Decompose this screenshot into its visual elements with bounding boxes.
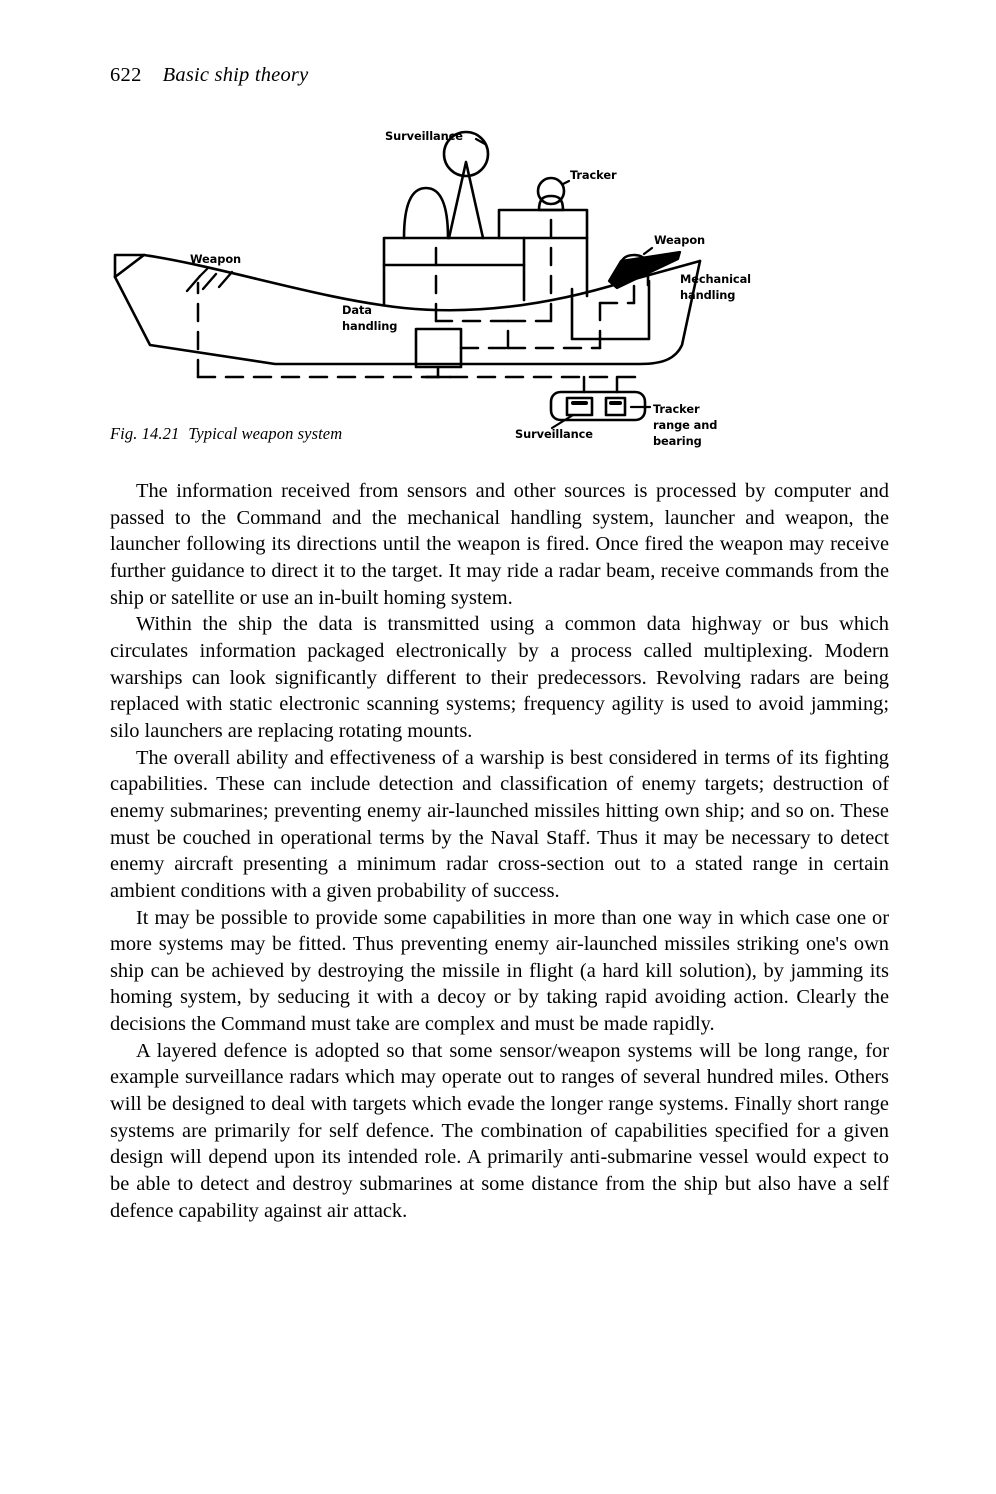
label-surveillance-radar: Surveillance: [385, 129, 463, 143]
paragraph: Within the ship the data is transmitted using a common data highway or bus which circulates information packaged electronically by a process called multiplexing. Modern warships can look significantly different to their predecessors. Revolving radars are being replaced with static electronic scanning systems; frequency agility is used to avoid jamming; silo launchers are replacing rotating mounts.: [110, 613, 889, 742]
label-mechanical-handling-line2: handling: [680, 288, 736, 302]
label-tracker-radar: Tracker: [570, 168, 617, 182]
deckhouse-lower-outline: [384, 238, 524, 304]
figure-caption-number: Fig. 14.21: [110, 424, 180, 443]
paragraph: A layered defence is adopted so that some sensor/weapon systems will be long range, for example surveillance radars which may operate out to ranges of several hundred miles. Others will be designed to deal with targets which evade the longer range systems. Finally short range systems are primarily for self defence. The combination of capabilities specified for a given design will depend upon its intended role. A primarily anti-submarine vessel would expect to be able to detect and destroy submarines at some distance from the ship but also have a self defence capability against air attack.: [110, 1039, 889, 1222]
label-mechanical-handling-line1: Mechanical: [680, 272, 751, 286]
paragraph: It may be possible to provide some capabilities in more than one way in which case one or more systems may be fitted. Thus preventing enemy air-launched missiles striking one's own ship can be achieved by destroying the missile in flight (a hard kill solution), by jamming its homing system, by seducing it with a decoy or by taking rapid avoiding action. Clearly the decisions the Command must take are complex and must be made rapidly.: [110, 906, 889, 1036]
hull-transom: [115, 255, 144, 277]
paragraph: The overall ability and effectiveness of a warship is best considered in terms of its fighting capabilities. These can include detection and classification of enemy targets; destruction of enemy submarines; preventing enemy air-launched missiles hitting own ship; and so on. These must be couched in operational terms by the Naval Staff. Thus it may be necessary to detect enemy aircraft presenting a minimum radar cross-section out to a stated range in certain ambient conditions with a given probability of success.: [110, 746, 889, 902]
figure-caption: [110, 424, 342, 444]
tracker-sonar-transducer: [606, 398, 625, 415]
surveillance-sonar-transducer: [567, 398, 592, 415]
running-title: Basic ship theory: [162, 64, 309, 86]
paragraph: The information received from sensors and other sources is processed by computer and passed to the Command and the mechanical handling system, launcher and weapon, the launcher following its directions until the weapon is fired. Once fired the weapon may receive further guidance to direct it to the target. It may ride a radar beam, receive commands from the ship or satellite or use an in-built homing system.: [110, 480, 889, 609]
figure-caption-title: Typical weapon system: [188, 424, 343, 443]
label-data-handling-line2: handling: [342, 319, 398, 333]
label-surveillance-sonar: Surveillance: [515, 427, 593, 441]
label-weapon-aft: Weapon: [190, 252, 242, 266]
mechanical-handling-compartment: [572, 281, 649, 339]
body-text: [110, 478, 889, 1224]
data-handling-unit: [416, 329, 461, 367]
label-data-handling-line1: Data: [342, 303, 372, 317]
funnel: [404, 188, 448, 238]
deckhouse-upper-outline: [499, 210, 587, 296]
running-head: [110, 62, 890, 88]
aft-weapon-tubes: [187, 272, 232, 291]
label-tracker-sonar-line2: range and: [653, 418, 718, 432]
page-number: 622: [110, 64, 142, 86]
label-tracker-sonar-line1: Tracker: [653, 402, 700, 416]
label-weapon-forward: Weapon: [654, 233, 706, 247]
label-tracker-sonar-line3: bearing: [653, 434, 702, 448]
